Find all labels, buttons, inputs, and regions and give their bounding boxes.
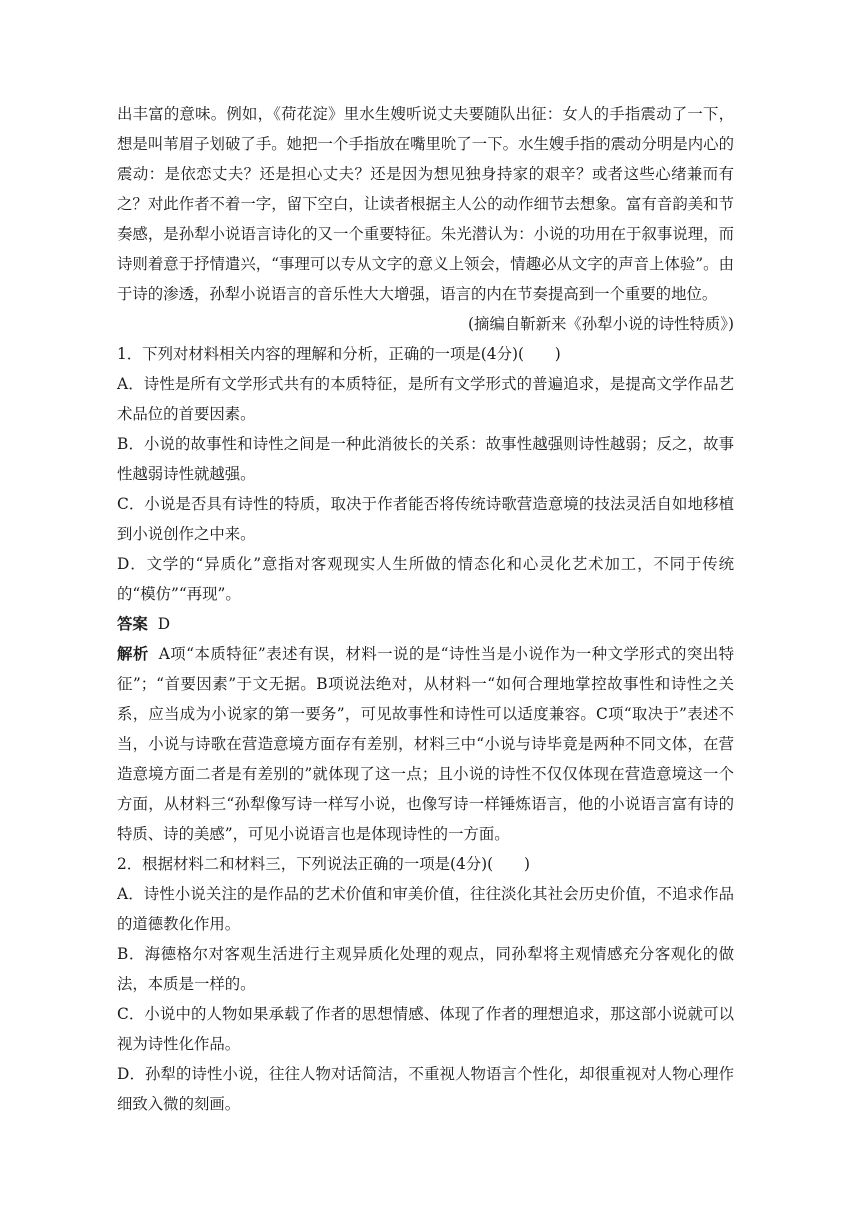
question-2-option-b: B．海德格尔对客观生活进行主观异质化处理的观点，同孙犁将主观情感充分客观化的做法，本质是一样的。	[117, 945, 734, 993]
analysis-label: 解析	[117, 645, 149, 663]
question-1-option-b: B．小说的故事性和诗性之间是一种此消彼长的关系：故事性越强则诗性越弱；反之，故事性越弱诗性就越强。	[117, 435, 734, 483]
passage-paragraph: 出丰富的意味。例如，《荷花淀》里水生嫂听说丈夫要随队出征：女人的手指震动了一下，想是叫苇眉子划破了手。她把一个手指放在嘴里吮了一下。水生嫂手指的震动分明是内心的震动：是依恋丈夫？还是担心丈夫？还是因为想见独身持家的艰辛？或者这些心绪兼而有之？对此作者不着一字，留下空白，让读者根据主人公的动作细节去想象。富有音韵美和节奏感，是孙犁小说语言诗化的又一个重要特征。朱光潜认为：小说的功用在于叙事说理，而诗则着意于抒情遣兴，“事理可以专从文字的意义上领会，情趣必从文字的声音上体验”。由于诗的渗透，孙犁小说语言的音乐性大大增强，语言的内在节奏提高到一个重要的地位。	[117, 105, 734, 303]
question-1-option-d: D．文学的“异质化”意指对客观现实人生所做的情态化和心灵化艺术加工，不同于传统的“模仿”“再现”。	[117, 555, 734, 603]
question-2-option-d: D．孙犁的诗性小说，往往人物对话简洁，不重视人物语言个性化，却很重视对人物心理作细致入微的刻画。	[117, 1065, 734, 1113]
question-2-option-c: C．小说中的人物如果承载了作者的思想情感、体现了作者的理想追求，那这部小说就可以视为诗性化作品。	[117, 1005, 734, 1053]
question-1-option-a: A．诗性是所有文学形式共有的本质特征，是所有文学形式的普遍追求，是提高文学作品艺术品位的首要因素。	[117, 375, 734, 423]
question-2-option-a: A．诗性小说关注的是作品的艺术价值和审美价值，往往淡化其社会历史价值，不追求作品的道德教化作用。	[117, 885, 734, 933]
question-1-analysis	[117, 639, 734, 849]
question-1-answer	[117, 609, 734, 639]
answer-value: D	[157, 615, 171, 633]
analysis-text: A项“本质特征”表述有误，材料一说的是“诗性当是小说作为一种文学形式的突出特征”；“首要因素”于文无据。B项说法绝对，从材料一“如何合理地掌控故事性和诗性之关系，应当成为小说家的第一要务”，可见故事性和诗性可以适度兼容。C项“取决于”表述不当，小说与诗歌在营造意境方面存有差别，材料三中“小说与诗毕竟是两种不同文体，在营造意境方面二者是有差别的”就体现了这一点；且小说的诗性不仅仅体现在营造意境这一个方面，从材料三“孙犁像写诗一样写小说，也像写诗一样锤炼语言，他的小说语言富有诗的特质、诗的美感”，可见小说语言也是体现诗性的一方面。	[117, 645, 734, 843]
question-1-stem: 1．下列对材料相关内容的理解和分析，正确的一项是(4分)( )	[117, 345, 561, 363]
document-page	[117, 99, 734, 1119]
question-1-option-c: C．小说是否具有诗性的特质，取决于作者能否将传统诗歌营造意境的技法灵活自如地移植到小说创作之中来。	[117, 495, 734, 543]
passage-source: (摘编自靳新来《孙犁小说的诗性特质》)	[468, 315, 734, 333]
answer-label: 答案	[117, 615, 148, 633]
question-2-stem: 2．根据材料二和材料三，下列说法正确的一项是(4分)( )	[117, 855, 530, 873]
